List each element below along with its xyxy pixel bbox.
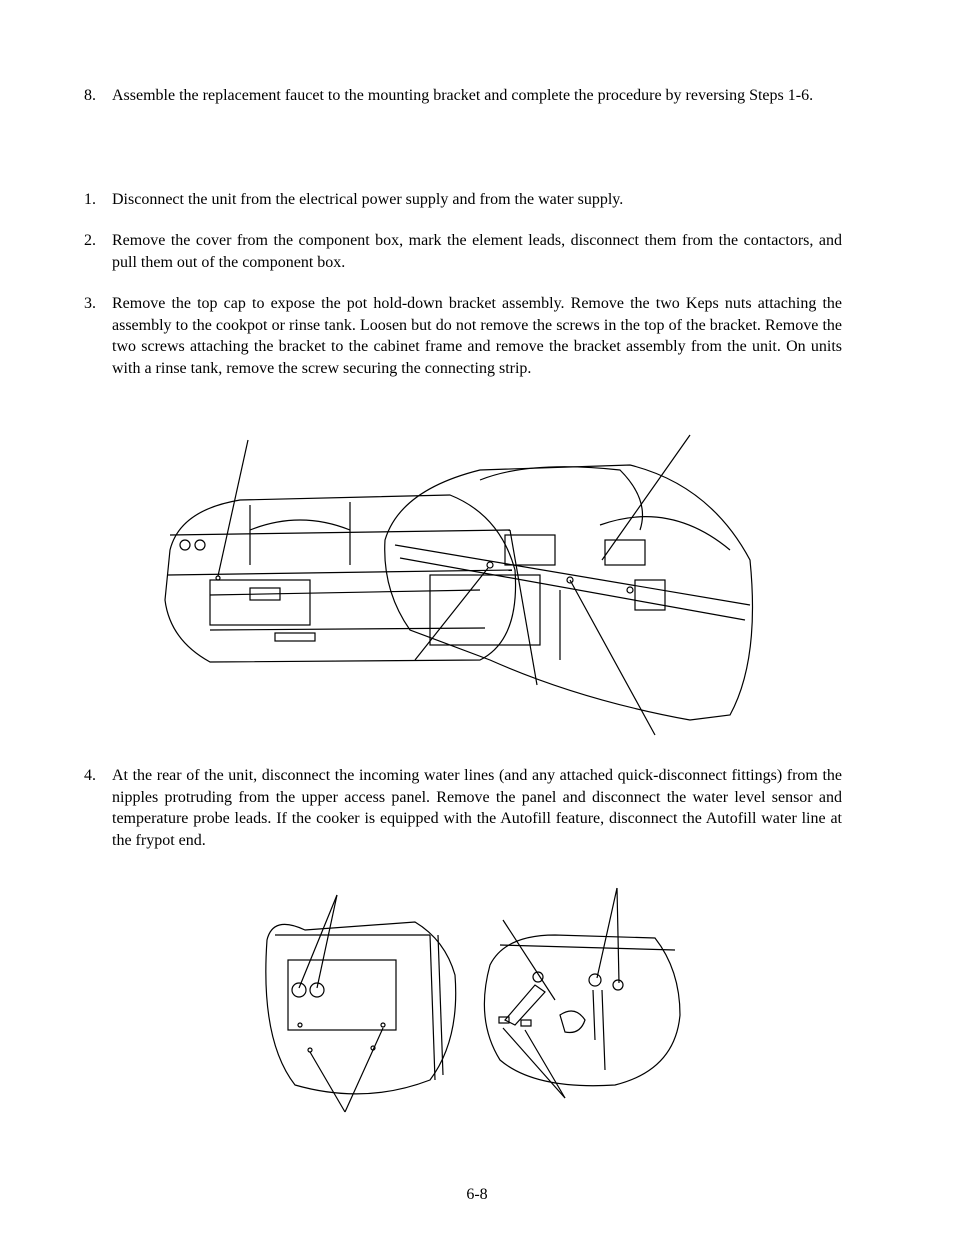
step-number: 4. xyxy=(84,767,96,784)
page-number: 6-8 xyxy=(466,1186,488,1203)
step-3 xyxy=(84,293,842,379)
rear-access-panel-figure xyxy=(255,880,695,1120)
step-8 xyxy=(84,85,842,107)
step-text: Remove the top cap to expose the pot hold-down bracket assembly. Remove the two Keps nuts attaching the assembly to the cookpot or rinse tank. Loosen but do not remove the screws in the top of the bracket. Remove the two screws attaching the bracket to the cabinet frame and remove the bracket assembly from the unit. On units with a rinse tank, remove the screw securing the connecting strip. xyxy=(112,295,842,377)
step-text: Remove the cover from the component box, mark the element leads, disconnect them from the contactors, and pull them out of the component box. xyxy=(112,232,842,271)
step-1 xyxy=(84,189,842,211)
hold-down-bracket-illustration xyxy=(150,430,770,750)
hold-down-bracket-figure xyxy=(150,430,770,750)
step-4 xyxy=(84,765,842,851)
step-number: 3. xyxy=(84,295,96,312)
step-number: 1. xyxy=(84,191,96,208)
step-number: 8. xyxy=(84,87,96,104)
step-text: Disconnect the unit from the electrical power supply and from the water supply. xyxy=(112,191,624,208)
step-2 xyxy=(84,230,842,273)
step-text: Assemble the replacement faucet to the mounting bracket and complete the procedure by reversing Steps 1-6. xyxy=(112,87,814,104)
step-text: At the rear of the unit, disconnect the incoming water lines (and any attached quick-disconnect fittings) from the nipples protruding from the upper access panel. Remove the panel and disconnect the water level sensor and temperature probe leads. If the cooker is equipped with the Autofill feature, disconnect the Autofill water line at the frypot end. xyxy=(112,767,842,849)
rear-access-panel-illustration xyxy=(255,880,695,1120)
step-number: 2. xyxy=(84,232,96,249)
